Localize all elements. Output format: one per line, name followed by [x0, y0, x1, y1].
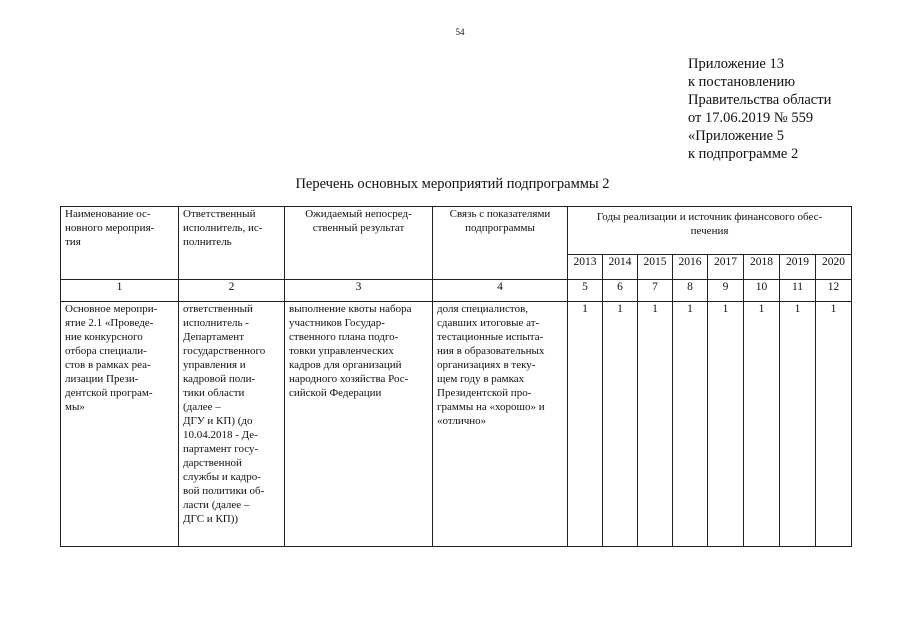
cell-line: ДГС и КП))	[183, 513, 239, 525]
year-header: 2017	[708, 255, 744, 280]
column-number: 10	[744, 280, 780, 302]
year-header: 2015	[638, 255, 673, 280]
cell-line: доля специалистов,	[437, 303, 529, 315]
year-header: 2014	[603, 255, 638, 280]
appendix-line: Приложение 13	[688, 56, 784, 72]
column-number: 6	[603, 280, 638, 302]
cell-line: Президентской про-	[437, 387, 532, 399]
column-number-row	[61, 280, 852, 302]
cell-line: лизации Прези-	[65, 373, 139, 385]
header-line: печения	[690, 225, 729, 237]
document-title: Перечень основных мероприятий подпрограммы 2	[295, 176, 610, 192]
header-years-group	[568, 207, 852, 255]
cell-line: ятие 2.1 «Проведе-	[65, 317, 154, 329]
cell-year-value: 1	[708, 302, 744, 547]
header-expected-result	[285, 207, 433, 280]
cell-expected-result	[285, 302, 433, 547]
cell-line: Основное меропри-	[65, 303, 158, 315]
cell-line: ние конкурсного	[65, 331, 143, 343]
header-line: Ответственный	[183, 208, 256, 220]
header-responsible	[179, 207, 285, 280]
cell-line: кадров для организаций	[289, 359, 402, 371]
header-line: новного мероприя-	[65, 222, 155, 234]
cell-line: кадровой поли-	[183, 373, 256, 385]
appendix-line: к подпрограмме 2	[688, 146, 799, 162]
column-number: 4	[433, 280, 568, 302]
cell-year-value: 1	[816, 302, 852, 547]
header-line: ственный результат	[312, 222, 405, 234]
cell-line: ответственный	[183, 303, 253, 315]
header-line: Связь с показателями	[449, 208, 551, 220]
column-number: 12	[816, 280, 852, 302]
header-line: Годы реализации и источник финансового обес-	[596, 211, 823, 223]
cell-line: сдавших итоговые ат-	[437, 317, 540, 329]
cell-line: «отлично»	[437, 415, 487, 427]
table-header-row	[61, 207, 852, 255]
appendix-line: «Приложение 5	[688, 128, 784, 144]
cell-line: исполнитель -	[183, 317, 249, 329]
header-line: полнитель	[183, 236, 232, 248]
cell-line: щем году в рамках	[437, 373, 525, 385]
header-line: Наименование ос-	[65, 208, 151, 220]
cell-line: партамент госу-	[183, 443, 259, 455]
column-number: 7	[638, 280, 673, 302]
cell-line: вой политики об-	[183, 485, 265, 497]
header-indicators-link	[433, 207, 568, 280]
cell-line: мы»	[65, 401, 85, 413]
cell-line: ния в образовательных	[437, 345, 545, 357]
activities-table	[60, 206, 852, 547]
header-line: Ожидаемый непосред-	[305, 208, 412, 220]
page-number: 54	[455, 27, 465, 37]
cell-line: государственного	[183, 345, 266, 357]
cell-line: ственного плана подго-	[289, 331, 399, 343]
cell-line: 10.04.2018 - Де-	[183, 429, 258, 441]
cell-line: сийской Федерации	[289, 387, 382, 399]
column-number: 5	[568, 280, 603, 302]
cell-year-value: 1	[568, 302, 603, 547]
cell-line: дентской програм-	[65, 387, 153, 399]
column-number: 3	[285, 280, 433, 302]
cell-line: выполнение квоты набора	[289, 303, 412, 315]
cell-line: стов в рамках реа-	[65, 359, 151, 371]
header-activity-name	[61, 207, 179, 280]
cell-line: (далее –	[183, 401, 221, 413]
appendix-line: от 17.06.2019 № 559	[688, 110, 814, 126]
year-header: 2020	[816, 255, 852, 280]
cell-year-value: 1	[638, 302, 673, 547]
cell-line: народного хозяйства Рос-	[289, 373, 409, 385]
cell-year-value: 1	[780, 302, 816, 547]
cell-line: тики области	[183, 387, 245, 399]
column-number: 9	[708, 280, 744, 302]
appendix-line: Правительства области	[688, 92, 832, 108]
appendix-header	[688, 55, 831, 163]
cell-line: ласти (далее –	[183, 499, 250, 511]
header-line: тия	[65, 236, 81, 248]
column-number: 1	[61, 280, 179, 302]
header-line: исполнитель, ис-	[183, 222, 263, 234]
cell-line: тестационные испыта-	[437, 331, 544, 343]
appendix-line: к постановлению	[688, 74, 796, 90]
year-header: 2013	[568, 255, 603, 280]
year-header: 2018	[744, 255, 780, 280]
cell-line: ДГУ и КП) (до	[183, 415, 253, 427]
cell-line: участников Государ-	[289, 317, 385, 329]
cell-year-value: 1	[744, 302, 780, 547]
cell-indicator	[433, 302, 568, 547]
cell-line: службы и кадро-	[183, 471, 261, 483]
cell-year-value: 1	[673, 302, 708, 547]
column-number: 8	[673, 280, 708, 302]
column-number: 2	[179, 280, 285, 302]
column-number: 11	[780, 280, 816, 302]
cell-year-value: 1	[603, 302, 638, 547]
cell-line: товки управленческих	[289, 345, 394, 357]
year-header: 2019	[780, 255, 816, 280]
cell-line: Департамент	[183, 331, 245, 343]
cell-line: организациях в теку-	[437, 359, 536, 371]
cell-line: отбора специали-	[65, 345, 147, 357]
cell-line: граммы на «хорошо» и	[437, 401, 545, 413]
cell-responsible	[179, 302, 285, 547]
cell-line: управления и	[183, 359, 246, 371]
cell-line: дарственной	[183, 457, 242, 469]
table-row	[61, 302, 852, 547]
year-header: 2016	[673, 255, 708, 280]
cell-activity	[61, 302, 179, 547]
header-line: подпрограммы	[465, 222, 535, 234]
